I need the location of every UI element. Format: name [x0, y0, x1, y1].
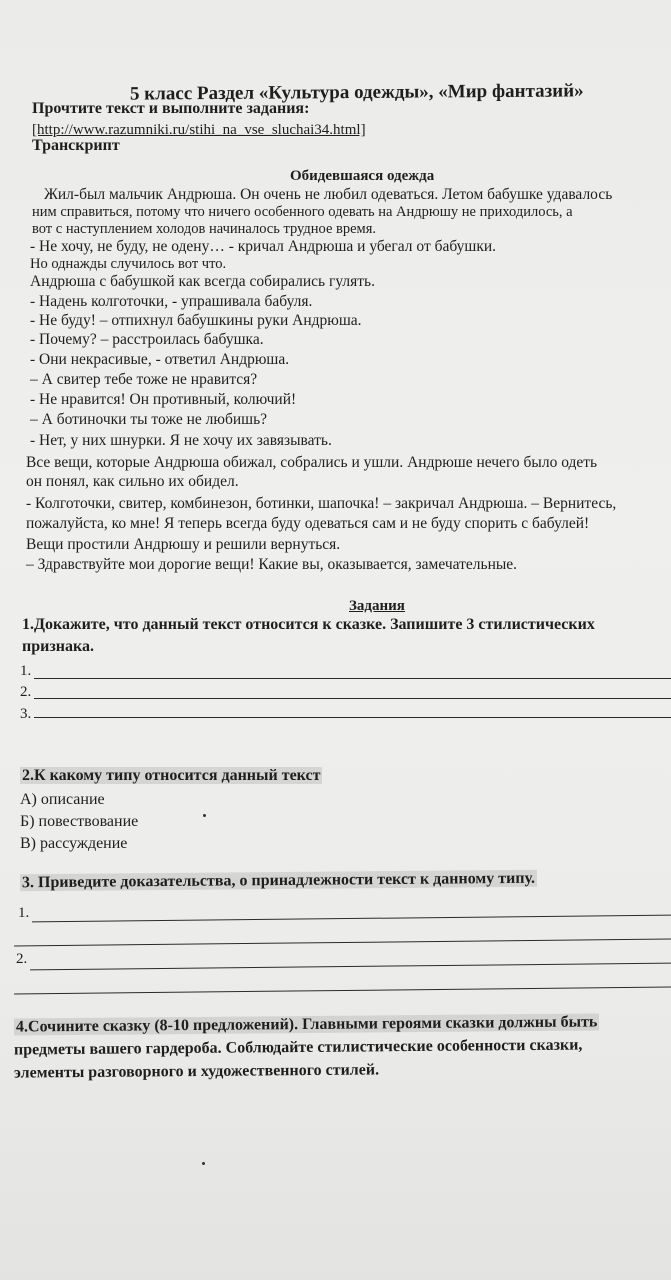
task3-answer-line[interactable]	[14, 987, 671, 995]
story-line: - Не нравится! Он противный, колючий!	[30, 391, 297, 408]
task3-answer-line[interactable]	[30, 963, 671, 971]
print-speck	[203, 814, 206, 817]
story-line: – А ботиночки ты тоже не любишь?	[30, 411, 268, 428]
story-line: - Они некрасивые, - ответил Андрюша.	[30, 351, 290, 368]
page-title: 5 класс Раздел «Культура одежды», «Мир фантазий»	[129, 80, 584, 105]
task1-answer-label: 2.	[20, 684, 32, 700]
task2-question	[20, 767, 322, 785]
task3-answer-label: 2.	[16, 951, 28, 967]
task1-question: 1.Докажите, что данный текст относится к сказке. Запишите 3 стилистических	[22, 616, 595, 633]
transcript-label: Транскрипт	[32, 137, 120, 154]
task4-question	[14, 1013, 600, 1036]
source-link[interactable]: [http://www.razumniki.ru/stihi_na_vse_sluchai34.html]	[32, 122, 366, 138]
task3-answer-line[interactable]	[32, 915, 671, 923]
task4-question-text: 4.Сочините сказку (8-10 предложений). Главными героями сказки должны быть	[15, 1013, 598, 1036]
story-line: - Не хочу, не буду, не одену… - кричал Андрюша и убегал от бабушки.	[30, 238, 497, 255]
story-title: Обидевшаяся одежда	[290, 168, 435, 184]
story-line: вот с наступлением холодов начиналось трудное время.	[32, 221, 377, 237]
task3-question-text: 3. Приведите доказательства, о принадлежности текст к данному типу.	[21, 869, 536, 892]
story-line: - Почему? – расстроилась бабушка.	[30, 331, 264, 348]
task1-answer-label: 3.	[20, 706, 32, 722]
instruction-text: Прочтите текст и выполните задания:	[32, 100, 310, 117]
task1-answer-line[interactable]	[34, 678, 671, 679]
task3-answer-line[interactable]	[14, 939, 671, 947]
story-line: – А свитер тебе тоже не нравится?	[30, 371, 258, 388]
story-line: - Надень колготочки, - упрашивала бабуля.	[30, 293, 313, 310]
story-line: Все вещи, которые Андрюша обижал, собрались и ушли. Андрюше нечего было одеть	[26, 454, 598, 471]
task2-option: Б) повествование	[20, 813, 139, 830]
task1-question: признака.	[22, 638, 94, 655]
story-line: - Нет, у них шнурки. Я не хочу их завязывать.	[30, 432, 332, 449]
story-line: ним справиться, потому что ничего особенного одевать на Андрюшу не приходилось, а	[32, 204, 573, 220]
story-line: - Колготочки, свитер, комбинезон, ботинки, шапочка! – закричал Андрюша. – Вернитесь,	[26, 495, 617, 512]
task2-question-text: 2.К какому типу относится данный текст	[22, 767, 321, 784]
task3-question	[20, 870, 537, 893]
task4-question: предметы вашего гардероба. Соблюдайте стилистические особенности сказки,	[13, 1036, 583, 1059]
task4-question: элементы разговорного и художественного стилей.	[13, 1061, 380, 1082]
story-line: Вещи простили Андрюшу и решили вернуться.	[26, 536, 341, 553]
task1-answer-label: 1.	[20, 663, 32, 679]
task1-answer-line[interactable]	[34, 717, 671, 718]
story-line: пожалуйста, ко мне! Я теперь всегда буду одеваться сам и не буду спорить с бабулей!	[26, 515, 590, 532]
story-line: - Не буду! – отпихнул бабушкины руки Андрюша.	[30, 312, 362, 329]
task3-answer-label: 1.	[18, 905, 30, 921]
story-line: Андрюша с бабушкой как всегда собирались гулять.	[30, 273, 375, 290]
task2-option: В) рассуждение	[20, 835, 128, 852]
story-line: Но однажды случилось вот что.	[30, 256, 227, 272]
story-line: – Здравствуйте мои дорогие вещи! Какие вы, оказывается, замечательные.	[26, 556, 518, 573]
story-line: Жил-был мальчик Андрюша. Он очень не любил одеваться. Летом бабушке удавалось	[44, 186, 613, 203]
task2-option: А) описание	[20, 791, 105, 808]
tasks-heading: Задания	[349, 598, 405, 614]
story-line: он понял, как сильно их обидел.	[26, 473, 239, 490]
print-speck	[202, 1162, 205, 1165]
task1-answer-line[interactable]	[34, 698, 671, 699]
